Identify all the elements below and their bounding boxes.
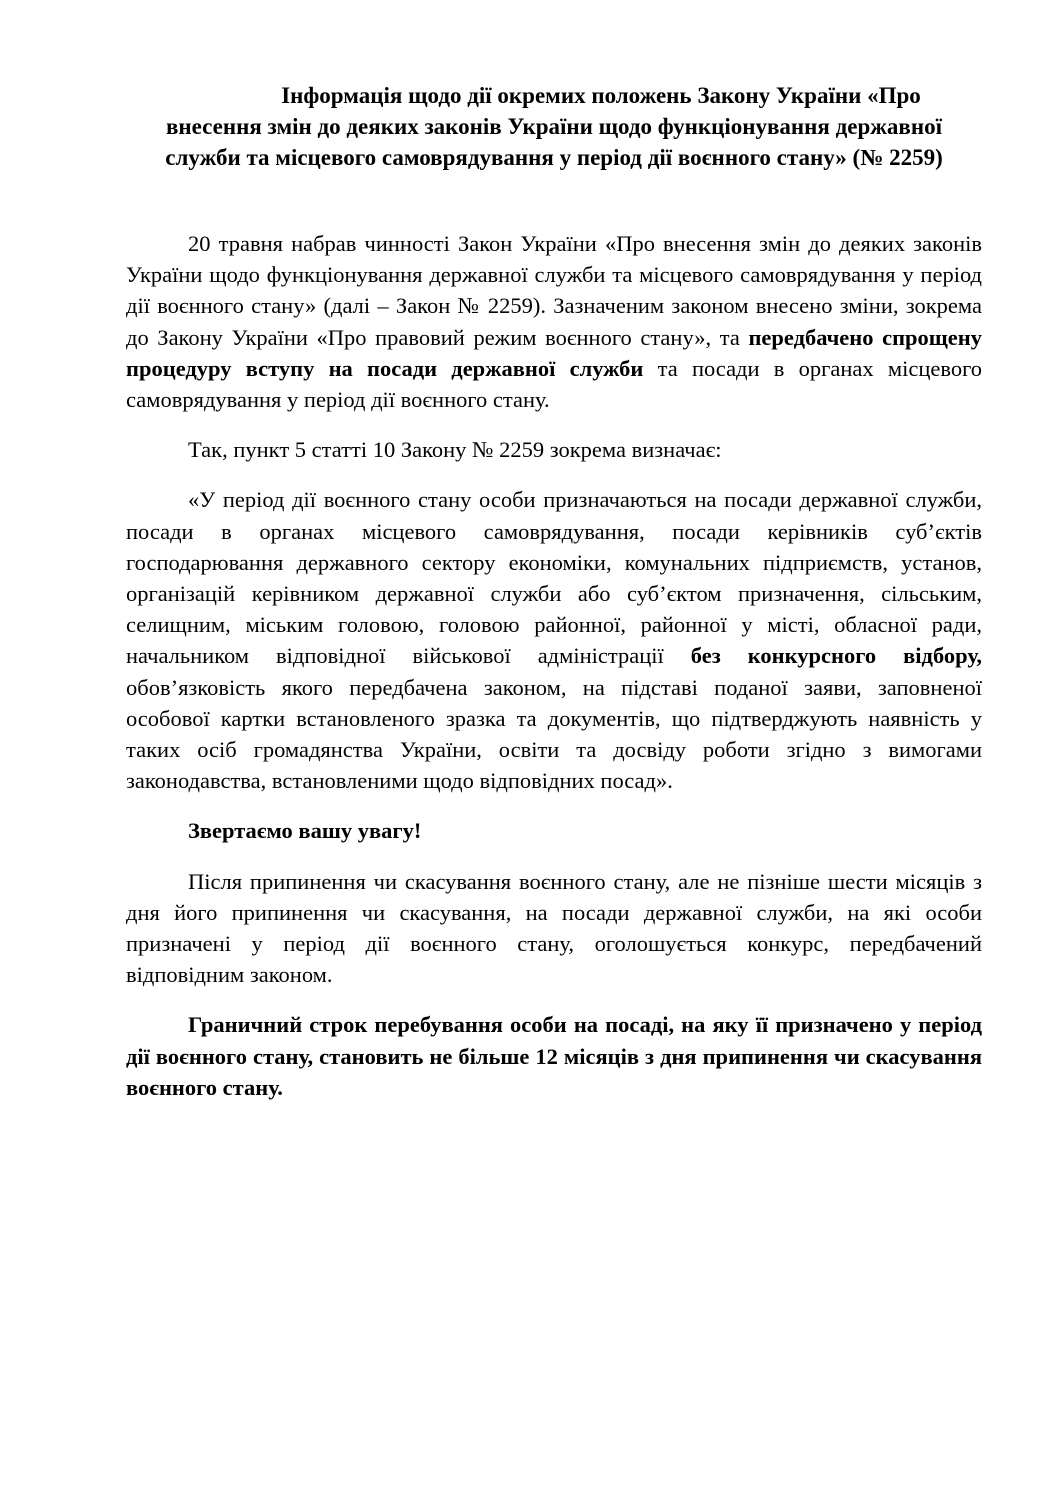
title-line-1: Інформація щодо дії окремих положень Закону України «Про <box>281 83 921 108</box>
attention-heading: Звертаємо вашу увагу! <box>188 818 422 844</box>
paragraph-law-quote <box>126 484 982 796</box>
paragraph-text: 20 травня набрав чинності Закон України «Про внесення змін до деяких законів України щодо функціонування державної служби та місцевого самоврядування у період дії воєнного стану» (далі – Закон № 2259). Зазначеним законом внесено зміни, зокрема до Закону України «Про правовий режим воєнного стану», та <box>126 231 982 350</box>
bold-emphasis: без конкурсного відбору, <box>690 643 982 669</box>
bold-emphasis: передбачено спрощену процедуру вступу на посади державної служби <box>126 324 982 381</box>
document-title <box>126 80 982 173</box>
paragraph-text: «У період дії воєнного стану особи призначаються на посади державної служби, посади в органах місцевого самоврядування, посади керівників суб’єктів господарювання державного сектору економіки, комунальних підприємств, установ, організацій керівником державної служби або суб’єктом призначення, сільським, селищним, міським головою, головою районної, районної у місті, обласної ради, начальником відповідної військової адміністрації <box>126 487 982 669</box>
paragraph-term-limit: Граничний строк перебування особи на посаді, на яку її призначено у період дії воєнного стану, становить не більше 12 місяців з дня припинення чи скасування воєнного стану. <box>126 1012 982 1100</box>
paragraph-competition-notice: Після припинення чи скасування воєнного стану, але не пізніше шести місяців з дня його припинення чи скасування, на посади державної служби, на які особи призначені у період дії воєнного стану, оголошується конкурс, передбачений відповідним законом. <box>126 868 982 988</box>
document-body <box>126 228 982 1103</box>
paragraph-text: та посади в органах місцевого самоврядування у період дії воєнного стану. <box>126 355 982 413</box>
paragraph-article-reference: Так, пункт 5 статті 10 Закону № 2259 зокрема визначає: <box>188 437 722 463</box>
paragraph-text: обов’язковість якого передбачена законом, на підставі поданої заяви, заповненої особової картки встановленого зразка та документів, що підтверджують наявність у таких осіб громадянства України, освіти та досвіду роботи згідно з вимогами законодавства, встановленими щодо відповідних посад». <box>126 674 982 794</box>
title-line-2: внесення змін до деяких законів України щодо функціонування державної <box>165 114 942 139</box>
paragraph-law-intro <box>126 228 982 415</box>
title-line-3: служби та місцевого самоврядування у період дії воєнного стану» (№ 2259) <box>165 145 943 170</box>
